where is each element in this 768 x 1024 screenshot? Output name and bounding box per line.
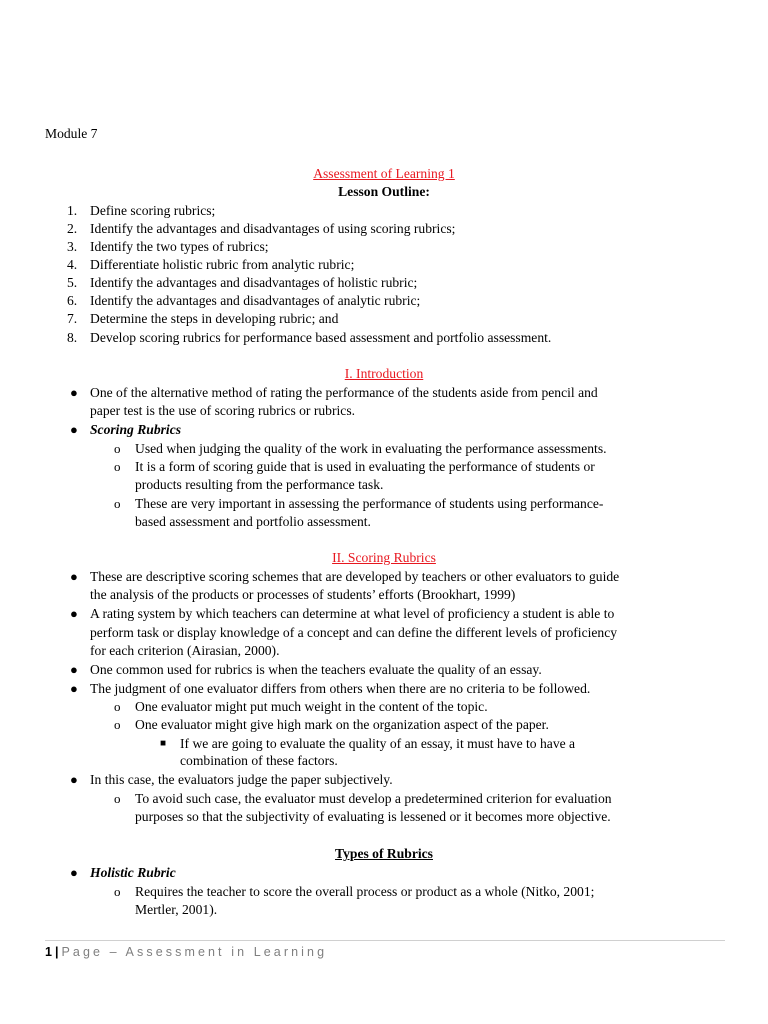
- sub-item: Mertler, 2001).: [135, 902, 218, 917]
- sub-item: based assessment and portfolio assessment.: [135, 514, 371, 529]
- outline-item: Identify the advantages and disadvantages of using scoring rubrics;: [90, 221, 456, 236]
- sub-item: Requires the teacher to score the overall process or product as a whole (Nitko, 2001;: [135, 884, 595, 899]
- sub-item: One evaluator might give high mark on the organization aspect of the paper.: [135, 717, 549, 732]
- document-title: [0, 165, 768, 183]
- bullet-circle: o: [114, 884, 121, 899]
- paragraph-line: A rating system by which teachers can determine at what level of proficiency a student is able to: [90, 606, 615, 621]
- outline-item: Differentiate holistic rubric from analytic rubric;: [90, 257, 355, 272]
- bullet-circle: o: [114, 496, 121, 511]
- sub-item: It is a form of scoring guide that is used in evaluating the performance of students or: [135, 459, 595, 474]
- sub-item: purposes so that the subjectivity of evaluating is lessened or it becomes more objective.: [135, 809, 611, 824]
- sub-item: To avoid such case, the evaluator must develop a predetermined criterion for evaluation: [135, 791, 612, 806]
- page-footer: [45, 944, 327, 960]
- bullet-circle: o: [114, 459, 121, 474]
- sub-item: One evaluator might put much weight in the content of the topic.: [135, 699, 488, 714]
- section-heading-text: Types of Rubrics: [335, 846, 433, 861]
- bullet-disc: ●: [70, 385, 78, 400]
- outline-item: Develop scoring rubrics for performance based assessment and portfolio assessment.: [90, 330, 552, 345]
- page-number: 1: [45, 945, 52, 959]
- section-heading-types-of-rubrics: [0, 845, 768, 863]
- sub-sub-item: combination of these factors.: [180, 753, 338, 768]
- paragraph-line: for each criterion (Airasian, 2000).: [90, 643, 280, 658]
- sub-sub-item: If we are going to evaluate the quality of an essay, it must have to have a: [180, 736, 576, 751]
- bullet-disc: ●: [70, 569, 78, 584]
- sub-item: These are very important in assessing the performance of students using performance-: [135, 496, 604, 511]
- outline-number: 1.: [67, 203, 78, 218]
- module-label: Module 7: [45, 126, 98, 141]
- section-heading-text: II. Scoring Rubrics: [332, 550, 436, 565]
- outline-item: Identify the advantages and disadvantages of analytic rubric;: [90, 293, 421, 308]
- paragraph-line: The judgment of one evaluator differs from others when there are no criteria to be followed.: [90, 681, 591, 696]
- bullet-disc: ●: [70, 606, 78, 621]
- holistic-rubric-label: Holistic Rubric: [90, 865, 176, 880]
- outline-number: 4.: [67, 257, 78, 272]
- bullet-circle: o: [114, 699, 121, 714]
- bullet-disc: ●: [70, 662, 78, 677]
- title-text: Assessment of Learning 1: [313, 166, 455, 181]
- outline-number: 3.: [67, 239, 78, 254]
- bullet-circle: o: [114, 441, 121, 456]
- section-heading-text: I. Introduction: [344, 366, 424, 381]
- bullet-disc: ●: [70, 772, 78, 787]
- sub-item: products resulting from the performance task.: [135, 477, 384, 492]
- paragraph-line: the analysis of the products or processes of students’ efforts (Brookhart, 1999): [90, 587, 516, 602]
- outline-number: 6.: [67, 293, 78, 308]
- bullet-square: ■: [160, 738, 167, 749]
- bullet-circle: o: [114, 717, 121, 732]
- outline-number: 5.: [67, 275, 78, 290]
- footer-separator: |: [54, 945, 59, 959]
- bullet-circle: o: [114, 791, 121, 806]
- outline-item: Define scoring rubrics;: [90, 203, 216, 218]
- outline-number: 8.: [67, 330, 78, 345]
- outline-number: 7.: [67, 311, 78, 326]
- paragraph-line: In this case, the evaluators judge the paper subjectively.: [90, 772, 393, 787]
- outline-item: Identify the advantages and disadvantages of holistic rubric;: [90, 275, 418, 290]
- footer-divider: [45, 940, 725, 941]
- bullet-disc: ●: [70, 865, 78, 880]
- bullet-disc: ●: [70, 422, 78, 437]
- section-heading-introduction: [0, 365, 768, 383]
- paragraph-line: paper test is the use of scoring rubrics or rubrics.: [90, 403, 356, 418]
- outline-item: Determine the steps in developing rubric; and: [90, 311, 339, 326]
- outline-item: Identify the two types of rubrics;: [90, 239, 269, 254]
- scoring-rubrics-label: Scoring Rubrics: [90, 422, 182, 437]
- outline-number: 2.: [67, 221, 78, 236]
- sub-item: Used when judging the quality of the work in evaluating the performance assessments.: [135, 441, 607, 456]
- section-heading-scoring-rubrics: [0, 549, 768, 567]
- footer-text: Page – Assessment in Learning: [61, 945, 328, 959]
- paragraph-line: One common used for rubrics is when the teachers evaluate the quality of an essay.: [90, 662, 542, 677]
- paragraph-line: perform task or display knowledge of a concept and can define the different levels of proficiency: [90, 625, 618, 640]
- paragraph-line: These are descriptive scoring schemes that are developed by teachers or other evaluators to guide: [90, 569, 620, 584]
- bullet-disc: ●: [70, 681, 78, 696]
- paragraph-line: One of the alternative method of rating the performance of the students aside from pencil and: [90, 385, 598, 400]
- lesson-outline-label: Lesson Outline:: [338, 184, 430, 199]
